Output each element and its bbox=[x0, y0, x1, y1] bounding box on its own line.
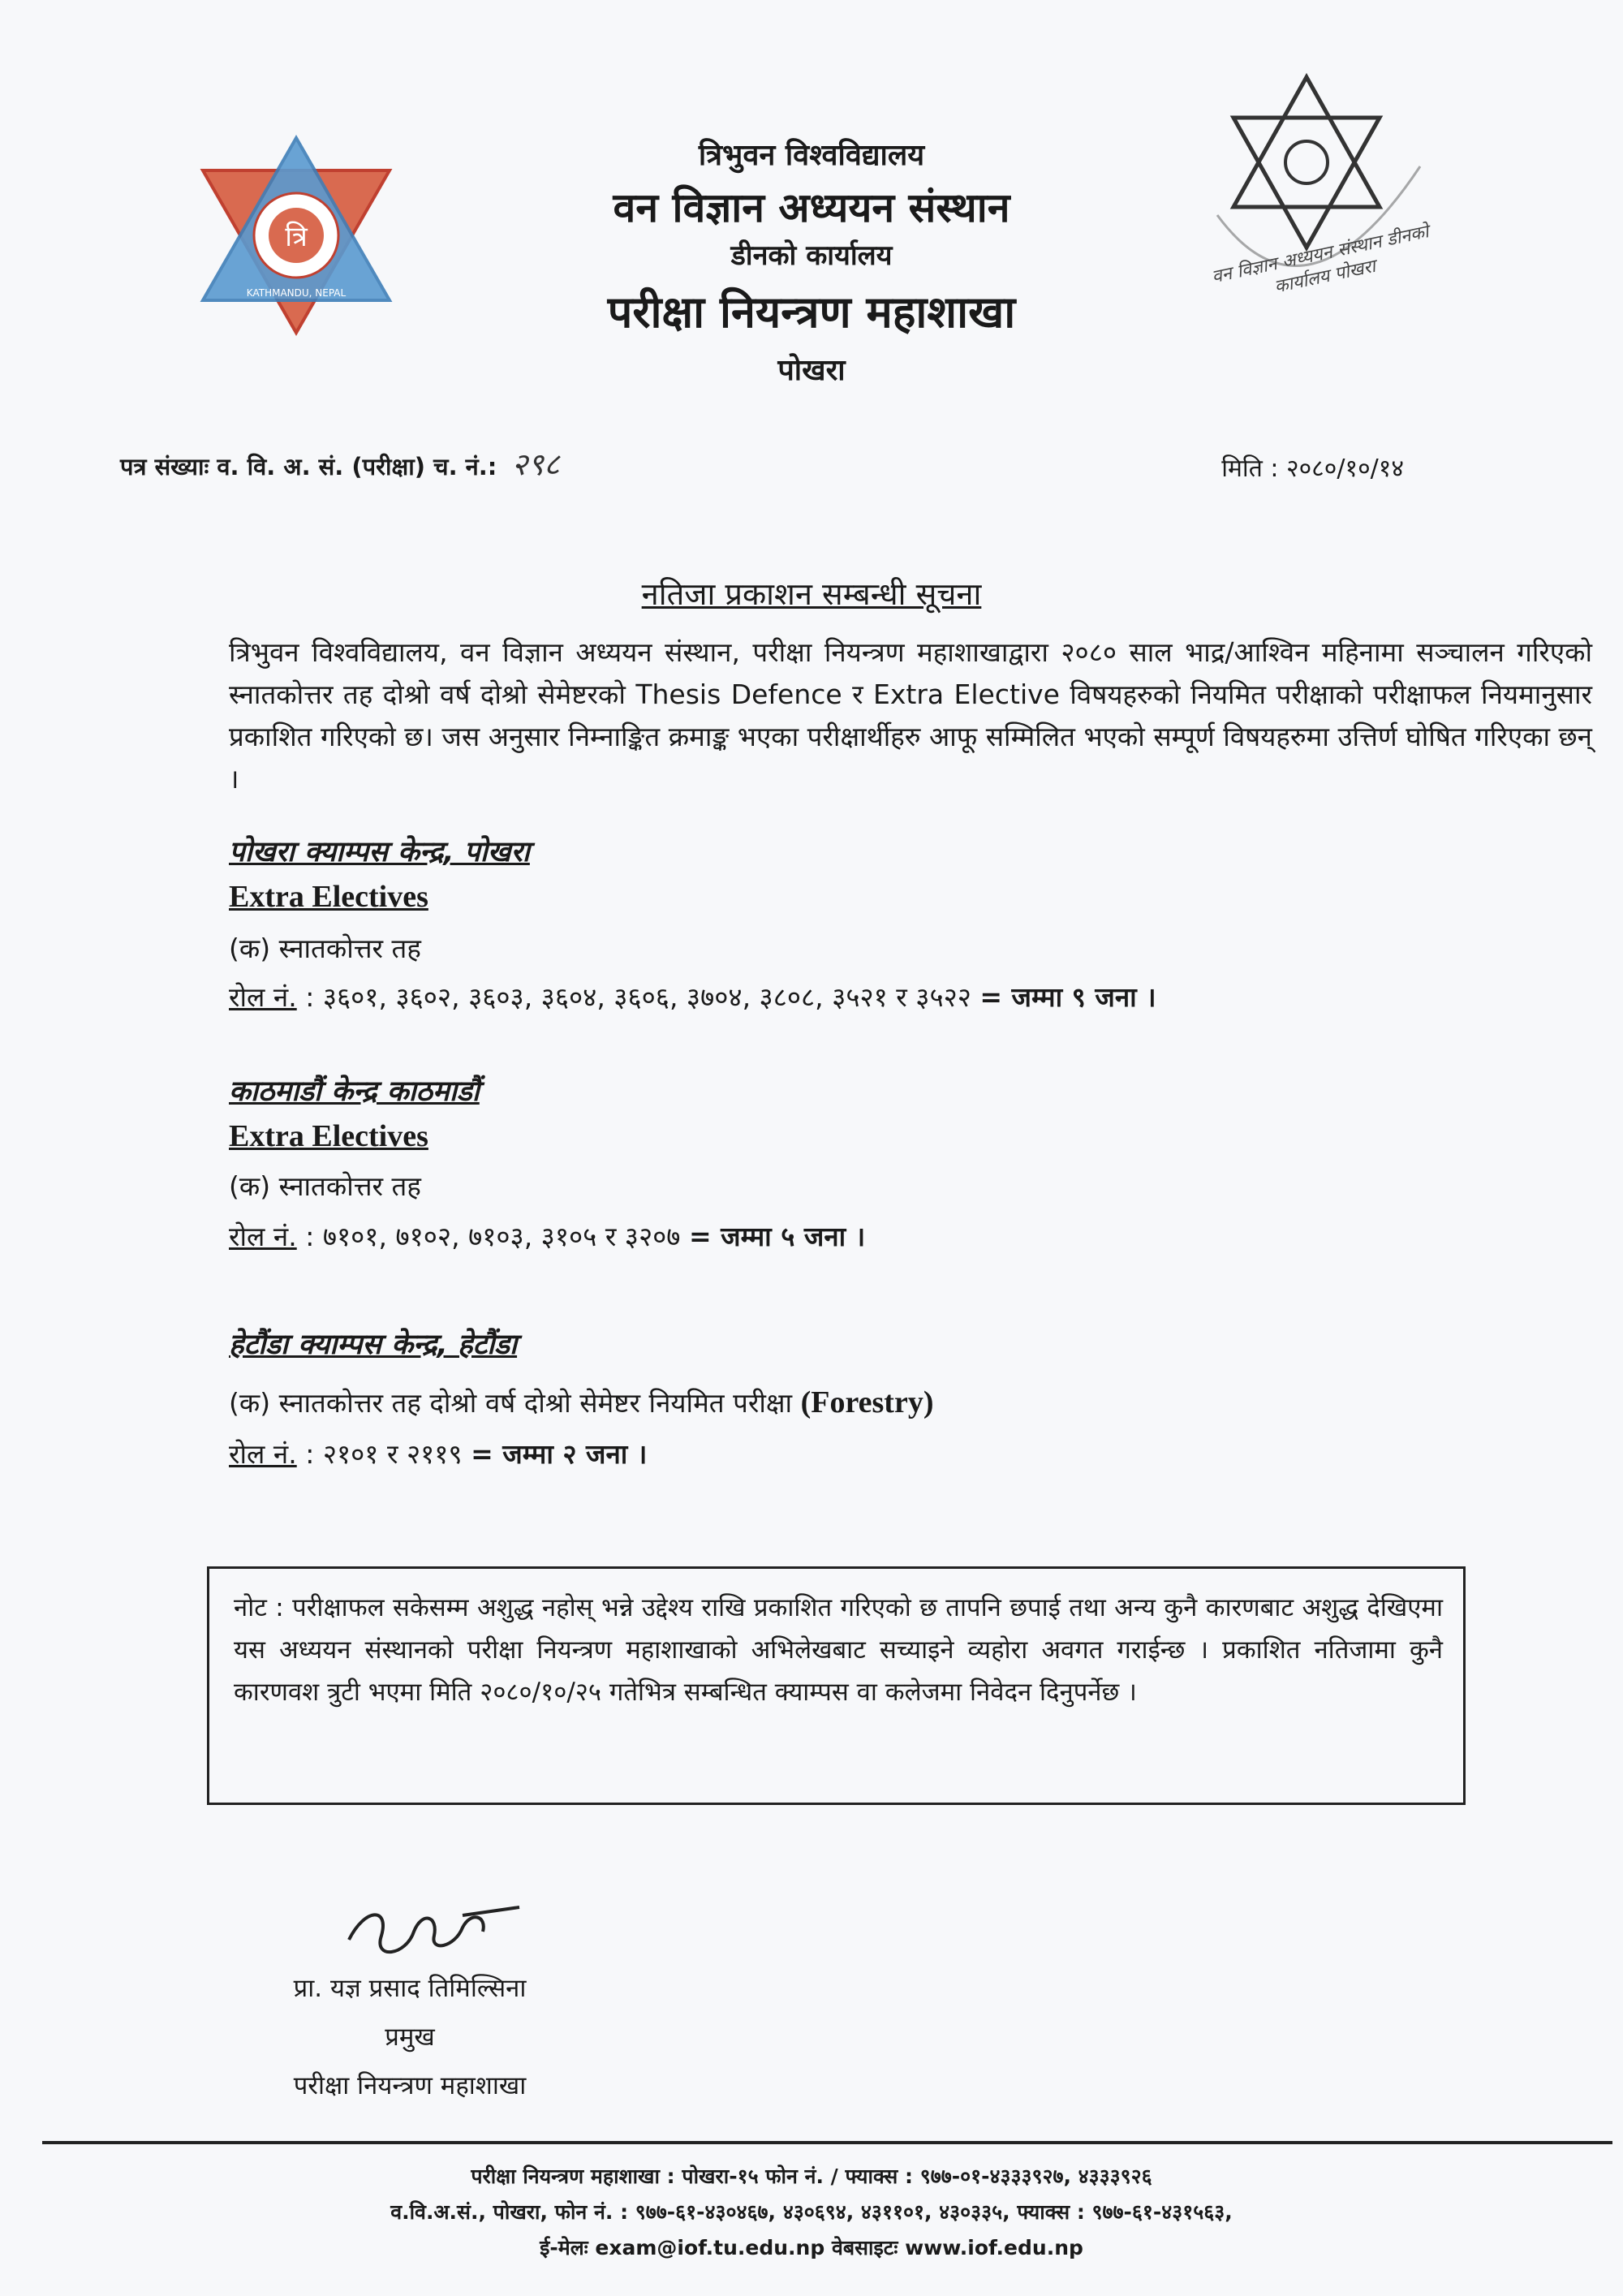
signatory-post: प्रमुख bbox=[385, 2022, 435, 2052]
section-heading: काठमाडौं केन्द्र काठमाडौं bbox=[229, 1075, 480, 1108]
section-kathmandu bbox=[229, 1071, 480, 1109]
section-subject bbox=[229, 879, 428, 915]
notice-body: त्रिभुवन विश्वविद्यालय, वन विज्ञान अध्ययन संस्थान, परीक्षा नियन्त्रण महाशाखाद्वारा २०८० साल भाद्र/आश्विन महिनामा सञ्चालन गरिएको स्नातकोत्तर तह दोश्रो वर्ष दोश्रो सेमेष्टरको Thesis Defence र Extra Elective विषयहरुको नियमित परीक्षाको परीक्षाफल नियमानुसार प्रकाशित गरिएको छ। जस अनुसार निम्नाङ्कित क्रमाङ्क भएका परीक्षार्थीहरु आफू सम्मिलित भएको सम्पूर्ण विषयहरुमा उत्तिर्ण घोषित गरिएका छन् । bbox=[229, 636, 1592, 795]
note-box bbox=[207, 1566, 1466, 1805]
reference-label: पत्र संख्याः व. वि. अ. सं. (परीक्षा) च. नं.: bbox=[120, 453, 497, 480]
city-name: पोखरा bbox=[777, 354, 846, 387]
stamp-text: वन विज्ञान अध्ययन संस्थान डीनको कार्यालय पोखरा bbox=[1210, 222, 1431, 298]
level-text-en: (Forestry) bbox=[800, 1385, 934, 1419]
section-heading: हेटौंडा क्याम्पस केन्द्र, हेटौंडा bbox=[229, 1329, 518, 1361]
signatory-name: प्रा. यज्ञ प्रसाद तिमिल्सिना bbox=[293, 1974, 527, 2003]
section-pokhara bbox=[229, 832, 530, 870]
level-label: (क) स्नातकोत्तर तह bbox=[229, 933, 421, 964]
reference-value: २९८ bbox=[511, 446, 560, 482]
footer-divider bbox=[42, 2141, 1612, 2144]
subject-label: Extra Electives bbox=[229, 1119, 428, 1153]
notice-title bbox=[0, 572, 1623, 614]
tu-logo bbox=[199, 134, 394, 337]
footer bbox=[0, 2159, 1623, 2266]
section-hetauda bbox=[229, 1325, 517, 1363]
roll-numbers: : ७१०१, ७१०२, ७१०३, ३१०५ र ३२०७ bbox=[305, 1221, 681, 1252]
roll-label: रोल नं. bbox=[229, 1438, 297, 1470]
level-label: (क) स्नातकोत्तर तह bbox=[229, 1170, 421, 1202]
roll-total: = जम्मा २ जना । bbox=[471, 1438, 648, 1470]
level-label bbox=[229, 1384, 933, 1420]
note-text: नोट : परीक्षाफल सकेसम्म अशुद्ध नहोस् भन्ने उद्देश्य राखि प्रकाशित गरिएको छ तापनि छपाई तथा अन्य कुनै कारणबाट अशुद्ध देखिएमा यस अध्ययन संस्थानको परीक्षा नियन्त्रण महाशाखाको अभिलेखबाट सच्याइने व्यहोरा अवगत गराईन्छ । प्रकाशित नतिजामा कुनै कारणवश त्रुटी भएमा मिति २०८०/१०/२५ गतेभित्र सम्बन्धित क्याम्पस वा कलेजमा निवेदन दिनुपर्नेछ । bbox=[234, 1593, 1443, 1707]
footer-line-2: व.वि.अ.सं., पोखरा, फोन नं. : ९७७-६१-४३०४६७, ४३०६९४, ४३११०१, ४३०३३५, फ्याक्स : ९७७-६१-४३१५६३, bbox=[390, 2200, 1233, 2224]
division-name: परीक्षा नियन्त्रण महाशाखा bbox=[607, 286, 1016, 338]
roll-list bbox=[229, 1217, 865, 1254]
roll-list bbox=[229, 1435, 647, 1471]
notice-title-text: नतिजा प्रकाशन सम्बन्धी सूचना bbox=[641, 576, 982, 612]
footer-line-1: परीक्षा नियन्त्रण महाशाखा : पोखरा-१५ फोन नं. / फ्याक्स : ९७७-०१-४३३३९२७, ४३३३९२६ bbox=[471, 2165, 1152, 2188]
roll-total: = जम्मा ५ जना । bbox=[688, 1221, 866, 1252]
logo-caption: KATHMANDU, NEPAL bbox=[246, 287, 347, 299]
issue-date: मिति : २०८०/१०/१४ bbox=[1221, 454, 1404, 483]
roll-list bbox=[229, 978, 1156, 1014]
logo-letter: त्रि bbox=[285, 221, 308, 253]
section-heading: पोखरा क्याम्पस केन्द्र, पोखरा bbox=[229, 836, 530, 868]
footer-line-3: ई-मेलः exam@iof.tu.edu.np वेबसाइटः www.iof.edu.np bbox=[540, 2236, 1083, 2259]
roll-total: = जम्मा ९ जना । bbox=[979, 981, 1156, 1013]
roll-numbers: : २१०१ र २११९ bbox=[305, 1438, 463, 1470]
office-name: डीनको कार्यालय bbox=[730, 239, 893, 272]
institute-name: वन विज्ञान अध्ययन संस्थान bbox=[613, 184, 1010, 231]
roll-label: रोल नं. bbox=[229, 981, 297, 1013]
roll-label: रोल नं. bbox=[229, 1221, 297, 1252]
roll-numbers: : ३६०१, ३६०२, ३६०३, ३६०४, ३६०६, ३७०४, ३८०८, ३५२१ र ३५२२ bbox=[305, 981, 971, 1013]
signatory-division: परीक्षा नियन्त्रण महाशाखा bbox=[293, 2071, 527, 2100]
signatory-block bbox=[268, 1964, 552, 2110]
reference-number bbox=[120, 442, 560, 485]
signature bbox=[333, 1891, 527, 1972]
level-text: (क) स्नातकोत्तर तह दोश्रो वर्ष दोश्रो सेमेष्टर नियमित परीक्षा bbox=[229, 1387, 793, 1419]
section-subject bbox=[229, 1118, 428, 1154]
university-name: त्रिभुवन विश्वविद्यालय bbox=[698, 139, 925, 172]
subject-label: Extra Electives bbox=[229, 880, 428, 914]
